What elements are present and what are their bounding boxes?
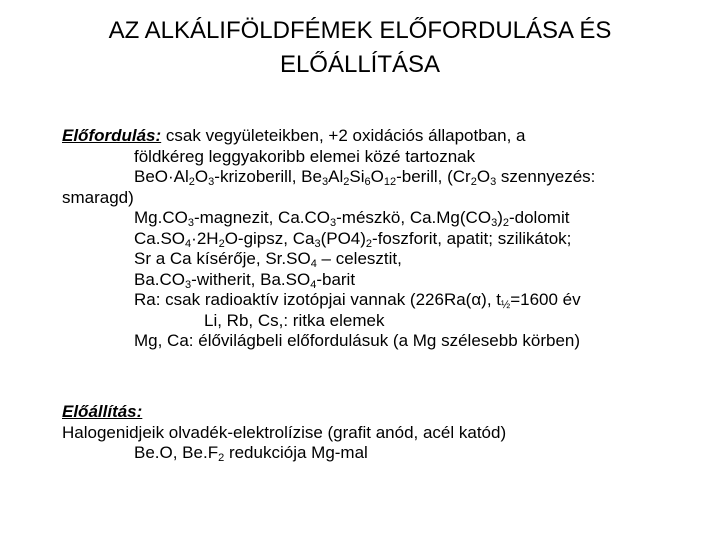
subscript: 4: [185, 237, 192, 250]
magnesium-calcium-carbonates: $Mg.CO_3$-magnezit, $Ca.CO_3$-mészkö, $Ca.Mg(CO_3)_2$-dolomit: [134, 208, 570, 229]
occurrence-intro-text: csak vegyületeikben, +2 oxidációs állapotban, a: [161, 126, 526, 145]
subscript: 6: [364, 176, 371, 188]
strontium-minerals: Sr a Ca kísérője, $Sr.SO_4$ – celesztit,: [134, 249, 402, 270]
title-line-1: AZ ALKÁLIFÖLDFÉMEK ELŐFORDULÁSA ÉS: [108, 17, 612, 44]
occurrence-section: [62, 126, 702, 352]
production-heading: Előállítás:: [62, 402, 143, 421]
occurrence-intro: [62, 126, 702, 147]
biological-occurrence: Mg, Ca: élővilágbeli előfordulásuk (a Mg szélesebb körben): [134, 331, 581, 350]
subscript: 4: [310, 258, 317, 270]
barium-minerals: $Ba.CO_3$-witherit, $Ba.SO_4$-barit: [134, 269, 356, 291]
subscript: 3: [185, 278, 192, 291]
occurrence-intro-cont: földkéreg leggyakoribb elemei közé tartoznak: [134, 146, 476, 166]
subscript: 2: [343, 176, 350, 188]
slide-title: [0, 14, 720, 82]
radium-note: Ra: csak radioaktív izotópjai vannak (226Ra(α), $t_{\frac{1}{2}}=1600$ év: [134, 290, 581, 311]
subscript: 3: [314, 237, 321, 250]
subscript: 3: [187, 217, 194, 229]
subscript: ½: [501, 299, 511, 311]
beryllium-minerals-cont: smaragd): [62, 187, 134, 207]
occurrence-heading: Előfordulás:: [62, 126, 162, 145]
production-electrolysis: Halogenidjeik olvadék-elektrolízise (grafit anód, acél katód): [62, 422, 507, 442]
subscript: 3: [208, 176, 215, 188]
subscript: 3: [490, 176, 497, 188]
subscript: 12: [383, 176, 397, 188]
subscript: 3: [491, 217, 498, 229]
subscript: 2: [365, 237, 373, 250]
subscript: 2: [470, 176, 477, 188]
subscript: 2: [188, 176, 195, 188]
subscript: 2: [218, 237, 225, 250]
calcium-sulfates-phosphates: $Ca.SO_4\cdot 2H_2O$-gipsz, $Ca_3(PO4)_2$-foszforit, apatit; szilikátok;: [134, 228, 572, 250]
subscript: 3: [321, 176, 329, 188]
beryllium-minerals: $BeO\cdot Al_2O_3$-krizoberill, $Be_3Al_2Si_6O_{12}$-berill, ($Cr_2O_3$ szennyezés:: [134, 167, 596, 188]
subscript: 4: [310, 278, 317, 291]
subscript: 2: [218, 452, 225, 464]
subscript: 3: [330, 217, 337, 229]
production-section: [62, 402, 702, 464]
rare-elements-note: Li, Rb, Cs,: ritka elemek: [204, 310, 385, 330]
production-reduction: Be.O, $Be.F_2$ redukciója Mg-mal: [134, 443, 368, 464]
title-line-2: ELŐÁLLÍTÁSA: [279, 51, 441, 78]
subscript: 2: [502, 217, 509, 229]
